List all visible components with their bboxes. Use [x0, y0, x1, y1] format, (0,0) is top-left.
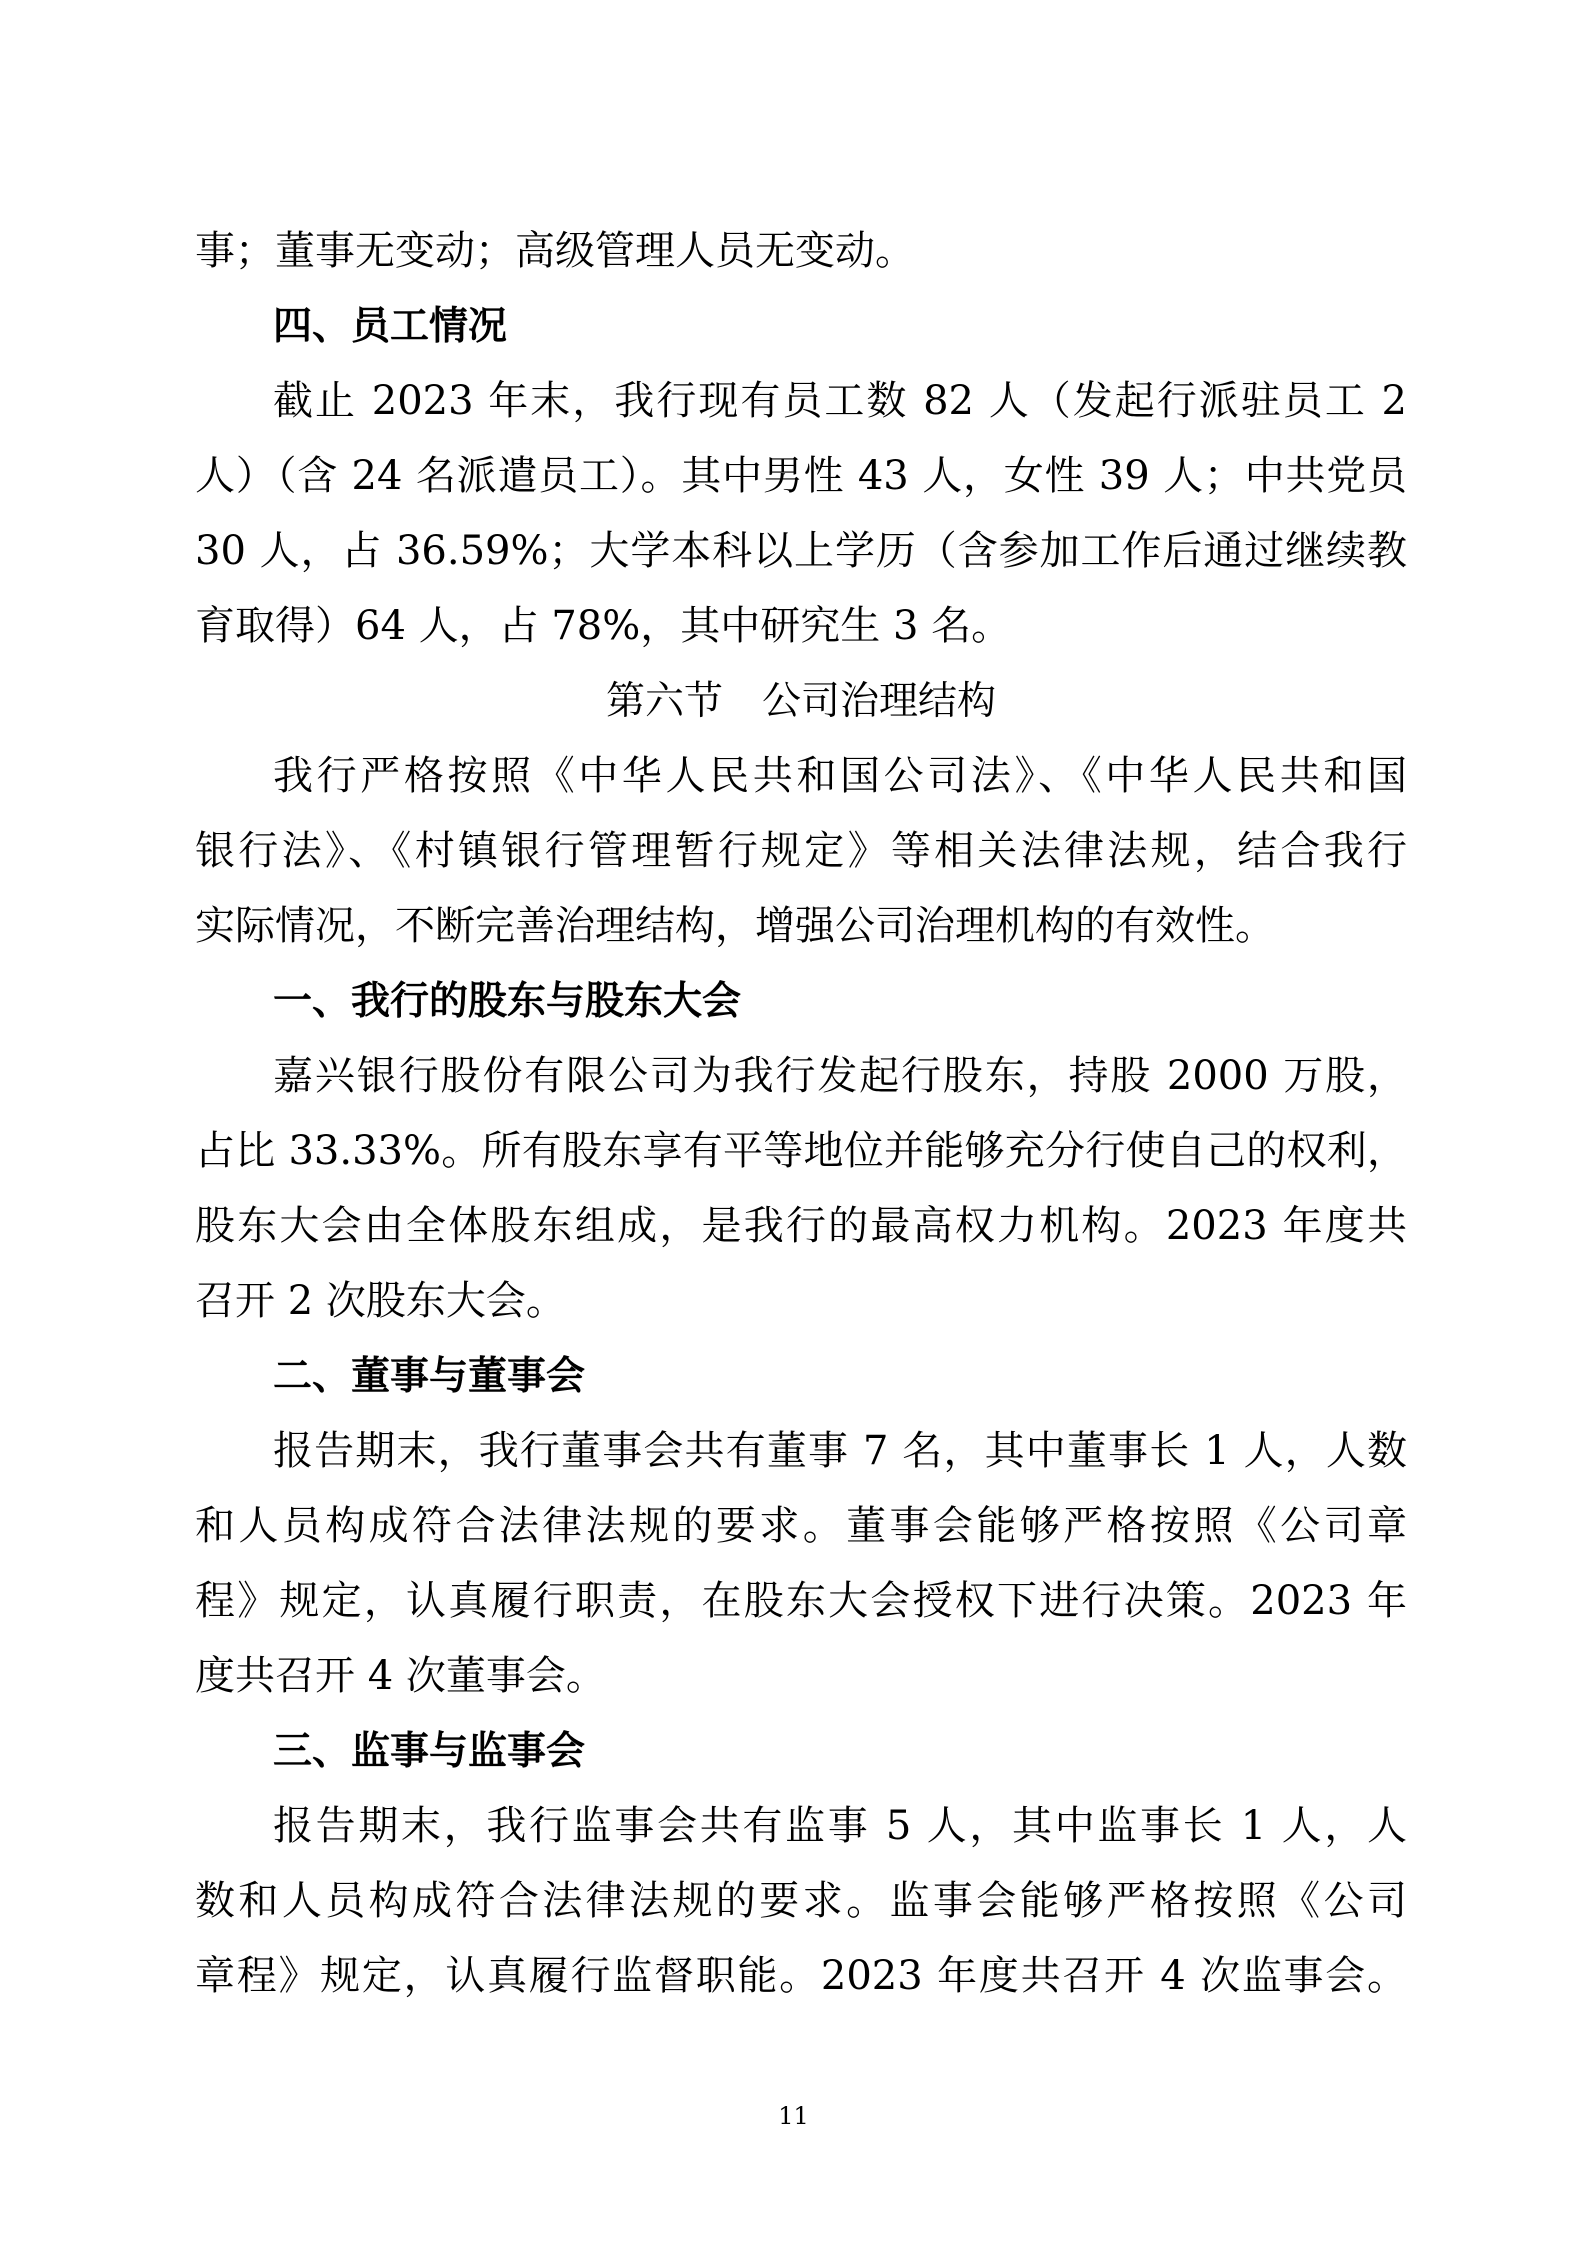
section-heading-employees: 四、员工情况: [273, 304, 508, 349]
paragraph-line: 召开 2 次股东大会。: [195, 1278, 566, 1324]
paragraph-line: 实际情况，不断完善治理结构，增强公司治理机构的有效性。: [195, 903, 1275, 949]
paragraph-line: 育取得）64 人，占 78%，其中研究生 3 名。: [195, 603, 1012, 649]
page-number: 11: [778, 2102, 809, 2130]
paragraph-line: 嘉兴银行股份有限公司为我行发起行股东，持股 2000 万股，: [273, 1053, 1407, 1099]
paragraph-line: 银行法》、《村镇银行管理暂行规定》等相关法律法规，结合我行: [195, 828, 1407, 874]
paragraph-line: 股东大会由全体股东组成，是我行的最高权力机构。2023 年度共: [195, 1203, 1407, 1249]
section-heading-board: 二、董事与董事会: [273, 1354, 586, 1399]
chapter-title: 第六节 公司治理结构: [605, 679, 996, 724]
paragraph-line: 30 人，占 36.59%；大学本科以上学历（含参加工作后通过继续教: [195, 528, 1407, 574]
paragraph-line: 程》规定，认真履行职责，在股东大会授权下进行决策。2023 年: [195, 1578, 1407, 1624]
paragraph-line: 和人员构成符合法律法规的要求。董事会能够严格按照《公司章: [195, 1503, 1407, 1549]
paragraph-line: 人）（含 24 名派遣员工）。其中男性 43 人，女性 39 人；中共党员: [195, 453, 1407, 499]
section-heading-supervisors: 三、监事与监事会: [273, 1729, 586, 1774]
paragraph-line: 占比 33.33%。所有股东享有平等地位并能够充分行使自己的权利，: [195, 1128, 1407, 1174]
document-body: [195, 214, 1407, 2014]
paragraph-line: 我行严格按照《中华人民共和国公司法》、《中华人民共和国: [273, 753, 1407, 799]
paragraph-line: 报告期末，我行董事会共有董事 7 名，其中董事长 1 人，人数: [273, 1428, 1407, 1474]
paragraph-line: 数和人员构成符合法律法规的要求。监事会能够严格按照《公司: [195, 1878, 1407, 1924]
paragraph-line: 章程》规定，认真履行监督职能。2023 年度共召开 4 次监事会。: [195, 1953, 1407, 1999]
continued-paragraph-line: 事；董事无变动；高级管理人员无变动。: [195, 228, 915, 274]
paragraph-line: 报告期末，我行监事会共有监事 5 人，其中监事长 1 人，人: [273, 1803, 1407, 1849]
section-heading-shareholders: 一、我行的股东与股东大会: [273, 979, 742, 1024]
paragraph-line: 度共召开 4 次董事会。: [195, 1653, 606, 1699]
paragraph-line: 截止 2023 年末，我行现有员工数 82 人（发起行派驻员工 2: [273, 378, 1407, 424]
